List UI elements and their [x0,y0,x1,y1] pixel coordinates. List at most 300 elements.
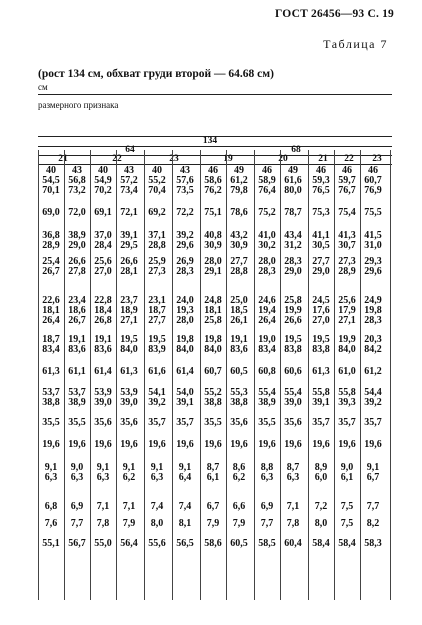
table-cell: 75,4 [338,207,356,218]
table-cell: 35,6 [230,417,248,428]
table-cell: 22,8 [94,295,112,306]
table-cell: 6,6 [232,501,246,512]
column-divider [226,150,227,600]
sub-header-cell: 21 [58,154,68,164]
table-cell: 70,4 [148,185,166,196]
table-cell: 8,8 [260,462,274,473]
table-cell: 54,0 [176,387,194,398]
table-cell: 26,7 [42,266,60,277]
table-cell: 38,8 [42,397,60,408]
table-cell: 9,1 [44,462,58,473]
table-cell: 59,3 [312,175,330,186]
table-cell: 19,6 [284,439,302,450]
table-cell: 26,4 [258,315,276,326]
table-cell: 55,2 [204,387,222,398]
table-cell: 25,9 [148,256,166,267]
table-label: Таблица 7 [323,37,388,51]
table-cell: 30,2 [258,240,276,251]
table-cell: 19,6 [364,439,382,450]
table-cell: 27,3 [148,266,166,277]
table-cell: 69,2 [148,207,166,218]
table-cell: 7,2 [314,501,328,512]
table-cell: 41,0 [258,230,276,241]
column-divider [90,150,91,600]
table-cell: 18,9 [120,305,138,316]
table-cell: 55,2 [148,175,166,186]
table-cell: 84,0 [176,344,194,355]
table-cell: 84,2 [364,344,382,355]
table-cell: 83,4 [42,344,60,355]
table-cell: 54,5 [42,175,60,186]
table-cell: 19,9 [284,305,302,316]
column-divider [38,150,39,600]
table-cell: 35,6 [284,417,302,428]
table-cell: 69,1 [94,207,112,218]
table-cell: 7,1 [286,501,300,512]
table-cell: 27,3 [338,256,356,267]
table-cell: 38,9 [258,397,276,408]
table-cell: 8,7 [206,462,220,473]
table-cell: 18,4 [94,305,112,316]
table-cell: 24,0 [176,295,194,306]
table-cell: 58,9 [258,175,276,186]
table-cell: 24,8 [204,295,222,306]
table-cell: 75,2 [258,207,276,218]
table-cell: 43,2 [230,230,248,241]
table-cell: 38,9 [68,230,86,241]
unit-label: см [38,82,48,92]
table-cell: 75,5 [364,207,382,218]
table-cell: 56,8 [68,175,86,186]
table-cell: 46 [208,165,218,176]
table-cell: 27,0 [94,266,112,277]
sub-header-cell: 22 [112,154,122,164]
table-cell: 38,8 [230,397,248,408]
table-cell: 84,0 [204,344,222,355]
table-cell: 27,1 [120,315,138,326]
table-cell: 6,3 [150,472,164,483]
table-cell: 76,5 [312,185,330,196]
table-cell: 78,6 [230,207,248,218]
table-cell: 8,0 [150,518,164,529]
table-cell: 83,8 [284,344,302,355]
table-cell: 73,5 [176,185,194,196]
table-cell: 58,3 [364,538,382,549]
table-cell: 19,6 [204,439,222,450]
table-cell: 6,0 [314,472,328,483]
table-cell: 26,7 [68,315,86,326]
table-cell: 83,6 [230,344,248,355]
table-cell: 58,4 [338,538,356,549]
table-cell: 8,2 [366,518,380,529]
table-cell: 70,2 [94,185,112,196]
table-cell: 17,6 [312,305,330,316]
table-cell: 18,1 [204,305,222,316]
table-cell: 28,9 [338,266,356,277]
table-cell: 19,6 [312,439,330,450]
table-cell: 41,1 [312,230,330,241]
table-cell: 19,8 [364,305,382,316]
table-cell: 7,1 [96,501,110,512]
table-cell: 6,7 [206,501,220,512]
table-cell: 27,7 [230,256,248,267]
table-cell: 18,5 [230,305,248,316]
column-divider [172,150,173,600]
table-cell: 26,9 [176,256,194,267]
table-cell: 39,2 [148,397,166,408]
sub-header-cell: 19 [223,154,233,164]
table-cell: 60,8 [258,366,276,377]
table-cell: 60,7 [364,175,382,186]
table-cell: 7,5 [340,501,354,512]
table-cell: 53,7 [68,387,86,398]
column-divider [254,150,255,600]
table-cell: 28,0 [258,256,276,267]
table-cell: 6,1 [340,472,354,483]
table-cell: 26,6 [284,315,302,326]
table-cell: 26,6 [120,256,138,267]
table-cell: 38,8 [204,397,222,408]
table-cell: 27,1 [338,315,356,326]
table-cell: 6,3 [44,472,58,483]
table-cell: 72,0 [68,207,86,218]
table-cell: 29,6 [176,240,194,251]
table-cell: 29,5 [120,240,138,251]
table-cell: 27,8 [68,266,86,277]
table-cell: 56,4 [120,538,138,549]
table-cell: 55,8 [312,387,330,398]
table-cell: 18,1 [42,305,60,316]
table-cell: 61,4 [176,366,194,377]
table-cell: 19,1 [230,334,248,345]
table-cell: 6,9 [260,501,274,512]
table-cell: 55,4 [258,387,276,398]
table-cell: 53,9 [94,387,112,398]
table-cell: 19,8 [176,334,194,345]
top-rule [38,94,392,95]
column-divider [64,150,65,600]
table-cell: 54,9 [94,175,112,186]
table-cell: 43,4 [284,230,302,241]
table-cell: 61,2 [230,175,248,186]
table-cell: 61,3 [312,366,330,377]
table-cell: 60,6 [284,366,302,377]
table-cell: 55,4 [284,387,302,398]
table-cell: 9,1 [366,462,380,473]
table-cell: 61,0 [338,366,356,377]
table-cell: 6,3 [260,472,274,483]
table-cell: 37,1 [148,230,166,241]
table-cell: 55,1 [42,538,60,549]
table-cell: 19,6 [230,439,248,450]
table-cell: 57,6 [176,175,194,186]
table-cell: 23,7 [120,295,138,306]
table-cell: 24,5 [312,295,330,306]
table-cell: 27,0 [312,315,330,326]
sub-header-cell: 21 [318,154,328,164]
table-cell: 22,6 [42,295,60,306]
column-divider [280,150,281,600]
table-cell: 39,0 [94,397,112,408]
table-cell: 39,1 [120,230,138,241]
table-cell: 40,8 [204,230,222,241]
table-cell: 58,4 [312,538,330,549]
table-cell: 75,3 [312,207,330,218]
table-cell: 75,1 [204,207,222,218]
table-cell: 54,1 [148,387,166,398]
table-cell: 25,4 [42,256,60,267]
chest-header-64: 64 [125,145,135,155]
table-cell: 28,8 [230,266,248,277]
table-cell: 40 [152,165,162,176]
table-cell: 28,3 [284,256,302,267]
sub-header-cell: 23 [372,154,382,164]
table-cell: 19,8 [204,334,222,345]
table-cell: 80,0 [284,185,302,196]
table-cell: 83,4 [258,344,276,355]
table-cell: 19,4 [258,305,276,316]
table-cell: 30,9 [204,240,222,251]
table-cell: 9,0 [340,462,354,473]
table-cell: 8,9 [314,462,328,473]
table-cell: 84,0 [338,344,356,355]
table-cell: 28,0 [204,256,222,267]
table-cell: 9,1 [96,462,110,473]
table-cell: 31,0 [364,240,382,251]
table-cell: 28,9 [42,240,60,251]
table-cell: 19,1 [94,334,112,345]
table-cell: 39,0 [120,397,138,408]
table-cell: 55,0 [94,538,112,549]
table-cell: 8,6 [232,462,246,473]
table-cell: 8,7 [286,462,300,473]
table-cell: 29,0 [68,240,86,251]
table-cell: 19,6 [42,439,60,450]
table-cell: 39,0 [284,397,302,408]
table-cell: 6,2 [232,472,246,483]
table-cell: 53,9 [120,387,138,398]
table-cell: 55,6 [148,538,166,549]
table-cell: 30,7 [338,240,356,251]
header-rule-2 [38,146,392,147]
table-cell: 19,6 [94,439,112,450]
sub-header-cell: 23 [169,154,179,164]
table-cell: 29,0 [312,266,330,277]
table-cell: 76,4 [258,185,276,196]
table-cell: 35,5 [204,417,222,428]
table-cell: 60,4 [284,538,302,549]
table-cell: 26,4 [42,315,60,326]
table-cell: 19,5 [148,334,166,345]
table-cell: 46 [316,165,326,176]
table-cell: 7,4 [178,501,192,512]
column-divider [308,150,309,600]
table-cell: 28,1 [120,266,138,277]
table-cell: 17,9 [338,305,356,316]
table-cell: 6,2 [122,472,136,483]
table-cell: 25,0 [230,295,248,306]
table-cell: 26,8 [94,315,112,326]
table-cell: 43 [180,165,190,176]
table-cell: 83,6 [68,344,86,355]
table-cell: 83,8 [312,344,330,355]
table-cell: 29,6 [364,266,382,277]
table-cell: 6,3 [96,472,110,483]
table-cell: 46 [368,165,378,176]
table-cell: 24,9 [364,295,382,306]
table-cell: 46 [342,165,352,176]
table-cell: 49 [288,165,298,176]
table-cell: 58,6 [204,175,222,186]
table-cell: 56,7 [68,538,86,549]
table-cell: 79,8 [230,185,248,196]
table-cell: 23,4 [68,295,86,306]
table-cell: 26,6 [68,256,86,267]
table-cell: 19,3 [176,305,194,316]
table-cell: 9,0 [70,462,84,473]
growth-header: 134 [202,136,218,146]
table-cell: 7,4 [150,501,164,512]
table-cell: 61,6 [148,366,166,377]
table-cell: 35,5 [258,417,276,428]
table-cell: 7,9 [122,518,136,529]
sub-header-cell: 22 [344,154,354,164]
table-cell: 28,3 [364,315,382,326]
table-cell: 35,6 [120,417,138,428]
table-cell: 19,9 [338,334,356,345]
table-cell: 6,1 [206,472,220,483]
table-cell: 7,7 [70,518,84,529]
table-cell: 28,0 [176,315,194,326]
table-cell: 7,6 [44,518,58,529]
table-cell: 58,6 [204,538,222,549]
table-cell: 43 [72,165,82,176]
table-cell: 53,7 [42,387,60,398]
table-cell: 84,0 [120,344,138,355]
table-cell: 28,3 [176,266,194,277]
table-cell: 37,0 [94,230,112,241]
table-cell: 18,6 [68,305,86,316]
table-cell: 26,1 [230,315,248,326]
table-cell: 36,8 [42,230,60,241]
table-cell: 35,7 [312,417,330,428]
table-cell: 54,4 [364,387,382,398]
table-cell: 29,3 [364,256,382,267]
table-cell: 28,8 [148,240,166,251]
table-cell: 58,5 [258,538,276,549]
table-cell: 72,1 [120,207,138,218]
table-cell: 59,7 [338,175,356,186]
table-cell: 49 [234,165,244,176]
table-cell: 39,3 [338,397,356,408]
table-cell: 76,2 [204,185,222,196]
chest-header-68: 68 [291,145,301,155]
table-cell: 19,5 [312,334,330,345]
table-cell: 76,9 [364,185,382,196]
table-cell: 23,1 [148,295,166,306]
table-cell: 61,3 [42,366,60,377]
table-cell: 35,7 [364,417,382,428]
table-cell: 18,7 [42,334,60,345]
table-cell: 73,2 [68,185,86,196]
table-cell: 25,6 [338,295,356,306]
table-cell: 8,1 [178,518,192,529]
table-cell: 6,8 [44,501,58,512]
row-header-text: размерного признака [38,100,119,110]
table-cell: 39,1 [176,397,194,408]
table-cell: 25,6 [94,256,112,267]
table-cell: 31,2 [284,240,302,251]
table-cell: 35,6 [94,417,112,428]
table-cell: 83,6 [94,344,112,355]
table-cell: 39,2 [176,230,194,241]
table-cell: 6,7 [366,472,380,483]
table-cell: 7,1 [122,501,136,512]
table-cell: 19,6 [176,439,194,450]
table-cell: 7,8 [286,518,300,529]
table-cell: 25,8 [204,315,222,326]
table-cell: 73,4 [120,185,138,196]
column-divider [144,150,145,600]
table-subtitle: (рост 134 см, обхват груди второй — 64.68 см) [38,68,274,80]
sub-header-cell: 20 [278,154,288,164]
table-cell: 7,9 [232,518,246,529]
table-cell: 40 [98,165,108,176]
table-cell: 57,2 [120,175,138,186]
table-cell: 60,5 [230,538,248,549]
table-cell: 40 [46,165,56,176]
table-cell: 6,3 [286,472,300,483]
table-cell: 78,7 [284,207,302,218]
table-cell: 35,5 [42,417,60,428]
column-divider [390,150,391,600]
table-cell: 9,1 [122,462,136,473]
table-cell: 56,5 [176,538,194,549]
page-header: ГОСТ 26456—93 С. 19 [275,8,394,20]
table-cell: 6,4 [178,472,192,483]
table-cell: 61,2 [364,366,382,377]
table-cell: 19,0 [258,334,276,345]
table-cell: 55,3 [230,387,248,398]
column-divider [334,150,335,600]
table-cell: 27,7 [148,315,166,326]
table-cell: 29,1 [204,266,222,277]
table-cell: 41,3 [338,230,356,241]
table-cell: 19,5 [284,334,302,345]
table-cell: 24,6 [258,295,276,306]
table-cell: 19,6 [258,439,276,450]
table-cell: 60,7 [204,366,222,377]
table-cell: 20,3 [364,334,382,345]
table-cell: 35,7 [176,417,194,428]
table-cell: 61,1 [68,366,86,377]
table-cell: 72,2 [176,207,194,218]
table-cell: 9,1 [178,462,192,473]
table-cell: 19,1 [68,334,86,345]
table-cell: 61,6 [284,175,302,186]
table-cell: 7,8 [96,518,110,529]
table-cell: 39,2 [364,397,382,408]
table-cell: 19,6 [68,439,86,450]
table-cell: 30,5 [312,240,330,251]
table-cell: 35,5 [68,417,86,428]
table-cell: 76,7 [338,185,356,196]
table-cell: 25,8 [284,295,302,306]
table-cell: 7,7 [260,518,274,529]
table-cell: 6,3 [70,472,84,483]
table-cell: 28,3 [258,266,276,277]
table-cell: 46 [262,165,272,176]
